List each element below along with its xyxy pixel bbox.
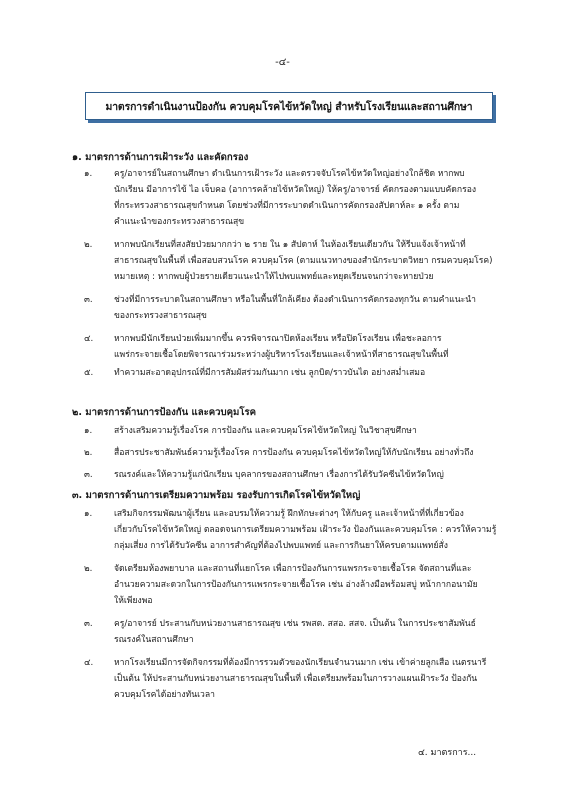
item-line: ครู/อาจารย์ในสถานศึกษา ดำเนินการเฝ้าระวัง และตรวจจับโรคไข้หวัดใหญ่อย่างใกล้ชิด หากพบ bbox=[114, 169, 465, 179]
item-line: ที่กระทรวงสาธารณสุขกำหนด โดยช่วงที่มีการระบาดดำเนินการคัดกรองสัปดาห์ละ ๑ ครั้ง ตาม bbox=[114, 201, 460, 211]
item-number: ๔. bbox=[84, 334, 94, 344]
item-line: ช่วงที่มีการระบาดในสถานศึกษา หรือในพื้นที่ใกล้เคียง ต้องดำเนินการคัดกรองทุกวัน ตามคำแนะนำ bbox=[114, 295, 476, 305]
list-item bbox=[72, 506, 542, 554]
item-line: รณรงค์ในสถานศึกษา bbox=[114, 635, 194, 645]
item-line: ควบคุมโรคได้อย่างทันเวลา bbox=[114, 690, 215, 700]
list-item bbox=[72, 655, 542, 703]
item-line: สร้างเสริมความรู้เรื่องโรค การป้องกัน และควบคุมโรคไข้หวัดใหญ่ ในวิชาสุขศึกษา bbox=[114, 426, 417, 436]
item-line: รณรงค์และให้ความรู้แก่นักเรียน บุคลากรของสถานศึกษา เรื่องการได้รับวัคซีนไข้หวัดใหญ่ bbox=[114, 470, 444, 480]
item-line: นักเรียน มีอาการไข้ ไอ เจ็บคอ (อาการคล้ายไข้หวัดใหญ่) ให้ครู/อาจารย์ คัดกรองตามแบบคัดกรอง bbox=[114, 185, 477, 195]
section-heading: ๒. มาตรการด้านการป้องกัน และควบคุมโรค bbox=[72, 407, 257, 418]
item-number: ๓. bbox=[84, 470, 93, 480]
page-number: -๔- bbox=[275, 57, 290, 68]
item-number: ๔. bbox=[84, 658, 94, 668]
item-number: ๓. bbox=[84, 619, 93, 629]
title-box bbox=[85, 92, 493, 120]
list-item bbox=[72, 166, 542, 230]
item-line: เสริมกิจกรรมพัฒนาผู้เรียน และอบรมให้ความรู้ ฝึกทักษะต่างๆ ให้กับครู และเจ้าหน้าที่ที่เกี่ยวข้อง bbox=[114, 509, 464, 519]
item-number: ๓. bbox=[84, 295, 93, 305]
section-preparedness bbox=[72, 488, 542, 703]
item-line: หากพบมีนักเรียนป่วยเพิ่มมากขึ้น ควรพิจารณาปิดห้องเรียน หรือปิดโรงเรียน เพื่อชะลอการ bbox=[114, 334, 442, 344]
section-prevention bbox=[72, 405, 542, 483]
item-line: จัดเตรียมห้องพยาบาล และสถานที่แยกโรค เพื่อการป้องกันการแพรกระจายเชื้อโรค จัดสถานที่และ bbox=[114, 564, 472, 574]
item-line: อำนวยความสะดวกในการป้องกันการแพรกระจายเชื้อโรค เช่น อ่างล้างมือพร้อมสบู่ หน้ากากอนามัย bbox=[114, 580, 478, 590]
item-line: หากโรงเรียนมีการจัดกิจกรรมที่ต้องมีการรวมตัวของนักเรียนจำนวนมาก เช่น เข้าค่ายลูกเสือ เนตรนารี bbox=[114, 658, 487, 668]
continuation-note: ๔. มาตรการ... bbox=[418, 748, 477, 758]
list-item bbox=[72, 331, 542, 363]
item-line: ทำความสะอาดอุปกรณ์ที่มีการสัมผัสร่วมกันมาก เช่น ลูกบิด/ราวบันได อย่างสม่ำเสมอ bbox=[114, 368, 426, 378]
item-line: ของกระทรวงสาธารณสุข bbox=[114, 311, 207, 321]
item-number: ๑. bbox=[84, 509, 93, 519]
item-line: แพร่กระจายเชื้อโดยพิจารณาร่วมระหว่างผู้บริหารโรงเรียนและเจ้าหน้าที่สาธารณสุขในพื้นที่ bbox=[114, 350, 449, 360]
section-heading: ๓. มาตรการด้านการเตรียมความพร้อม รองรับการเกิดโรคไข้หวัดใหญ่ bbox=[72, 490, 361, 501]
list-item bbox=[72, 616, 542, 648]
item-line: ครู/อาจารย์ ประสานกับหน่วยงานสาธารณสุข เช่น รพสต. สสอ. สสจ. เป็นต้น ในการประชาสัมพันธ์ bbox=[114, 619, 476, 629]
item-line: หากพบนักเรียนที่สงสัยป่วยมากกว่า ๒ ราย ใน ๑ สัปดาห์ ในห้องเรียนเดียวกัน ให้รีบแจ้งเจ้าหน้าที่ bbox=[114, 240, 466, 250]
item-line: คำแนะนำของกระทรวงสาธารณสุข bbox=[114, 217, 245, 227]
item-number: ๕. bbox=[84, 368, 94, 378]
item-line: หมายเหตุ : หากพบผู้ป่วยรายเดียวแนะนำให้ไปพบแพทย์และหยุดเรียนจนกว่าจะหายป่วย bbox=[114, 272, 434, 282]
list-item bbox=[72, 365, 542, 381]
item-line: สาธารณสุขในพื้นที่ เพื่อสอบสวนโรค ควบคุมโรค (ตามแนวทางของสำนักระบาดวิทยา กรมควบคุมโรค) bbox=[114, 256, 493, 266]
item-line: เป็นต้น ให้ประสานกับหน่วยงานสาธารณสุขในพื้นที่ เพื่อเตรียมพร้อมในการวางแผนเฝ้าระวัง ป้องกัน bbox=[114, 674, 478, 684]
item-line: เกี่ยวกับโรคไข้หวัดใหญ่ ตลอดจนการเตรียมความพร้อม เฝ้าระวัง ป้องกันและควบคุมโรค : ควรให้ความรู้ bbox=[114, 525, 497, 535]
item-number: ๑. bbox=[84, 426, 93, 436]
item-number: ๒. bbox=[84, 448, 93, 458]
item-number: ๒. bbox=[84, 564, 93, 574]
item-number: ๒. bbox=[84, 240, 93, 250]
list-item bbox=[72, 445, 542, 461]
section-heading: ๑. มาตรการด้านการเฝ้าระวัง และคัดกรอง bbox=[72, 152, 249, 163]
item-line: ให้เพียงพอ bbox=[114, 596, 153, 606]
list-item bbox=[72, 561, 542, 609]
item-line: กลุ่มเสี่ยง การได้รับวัคซีน อาการสำคัญที่ต้องไปพบแพทย์ และการกินยาให้ครบตามแพทย์สั่ง bbox=[114, 541, 448, 551]
list-item bbox=[72, 423, 542, 439]
list-item bbox=[72, 237, 542, 285]
list-item bbox=[72, 467, 542, 483]
item-line: สื่อสารประชาสัมพันธ์ความรู้เรื่องโรค การป้องกัน ควบคุมโรคไข้หวัดใหญ่ให้กับนักเรียน อย่างทั่วถึง bbox=[114, 448, 474, 458]
document-title: มาตรการดำเนินงานป้องกัน ควบคุมโรคไข้หวัดใหญ่ สำหรับโรงเรียนและสถานศึกษา bbox=[105, 100, 473, 113]
section-surveillance bbox=[72, 150, 542, 381]
list-item bbox=[72, 292, 542, 324]
item-number: ๑. bbox=[84, 169, 93, 179]
